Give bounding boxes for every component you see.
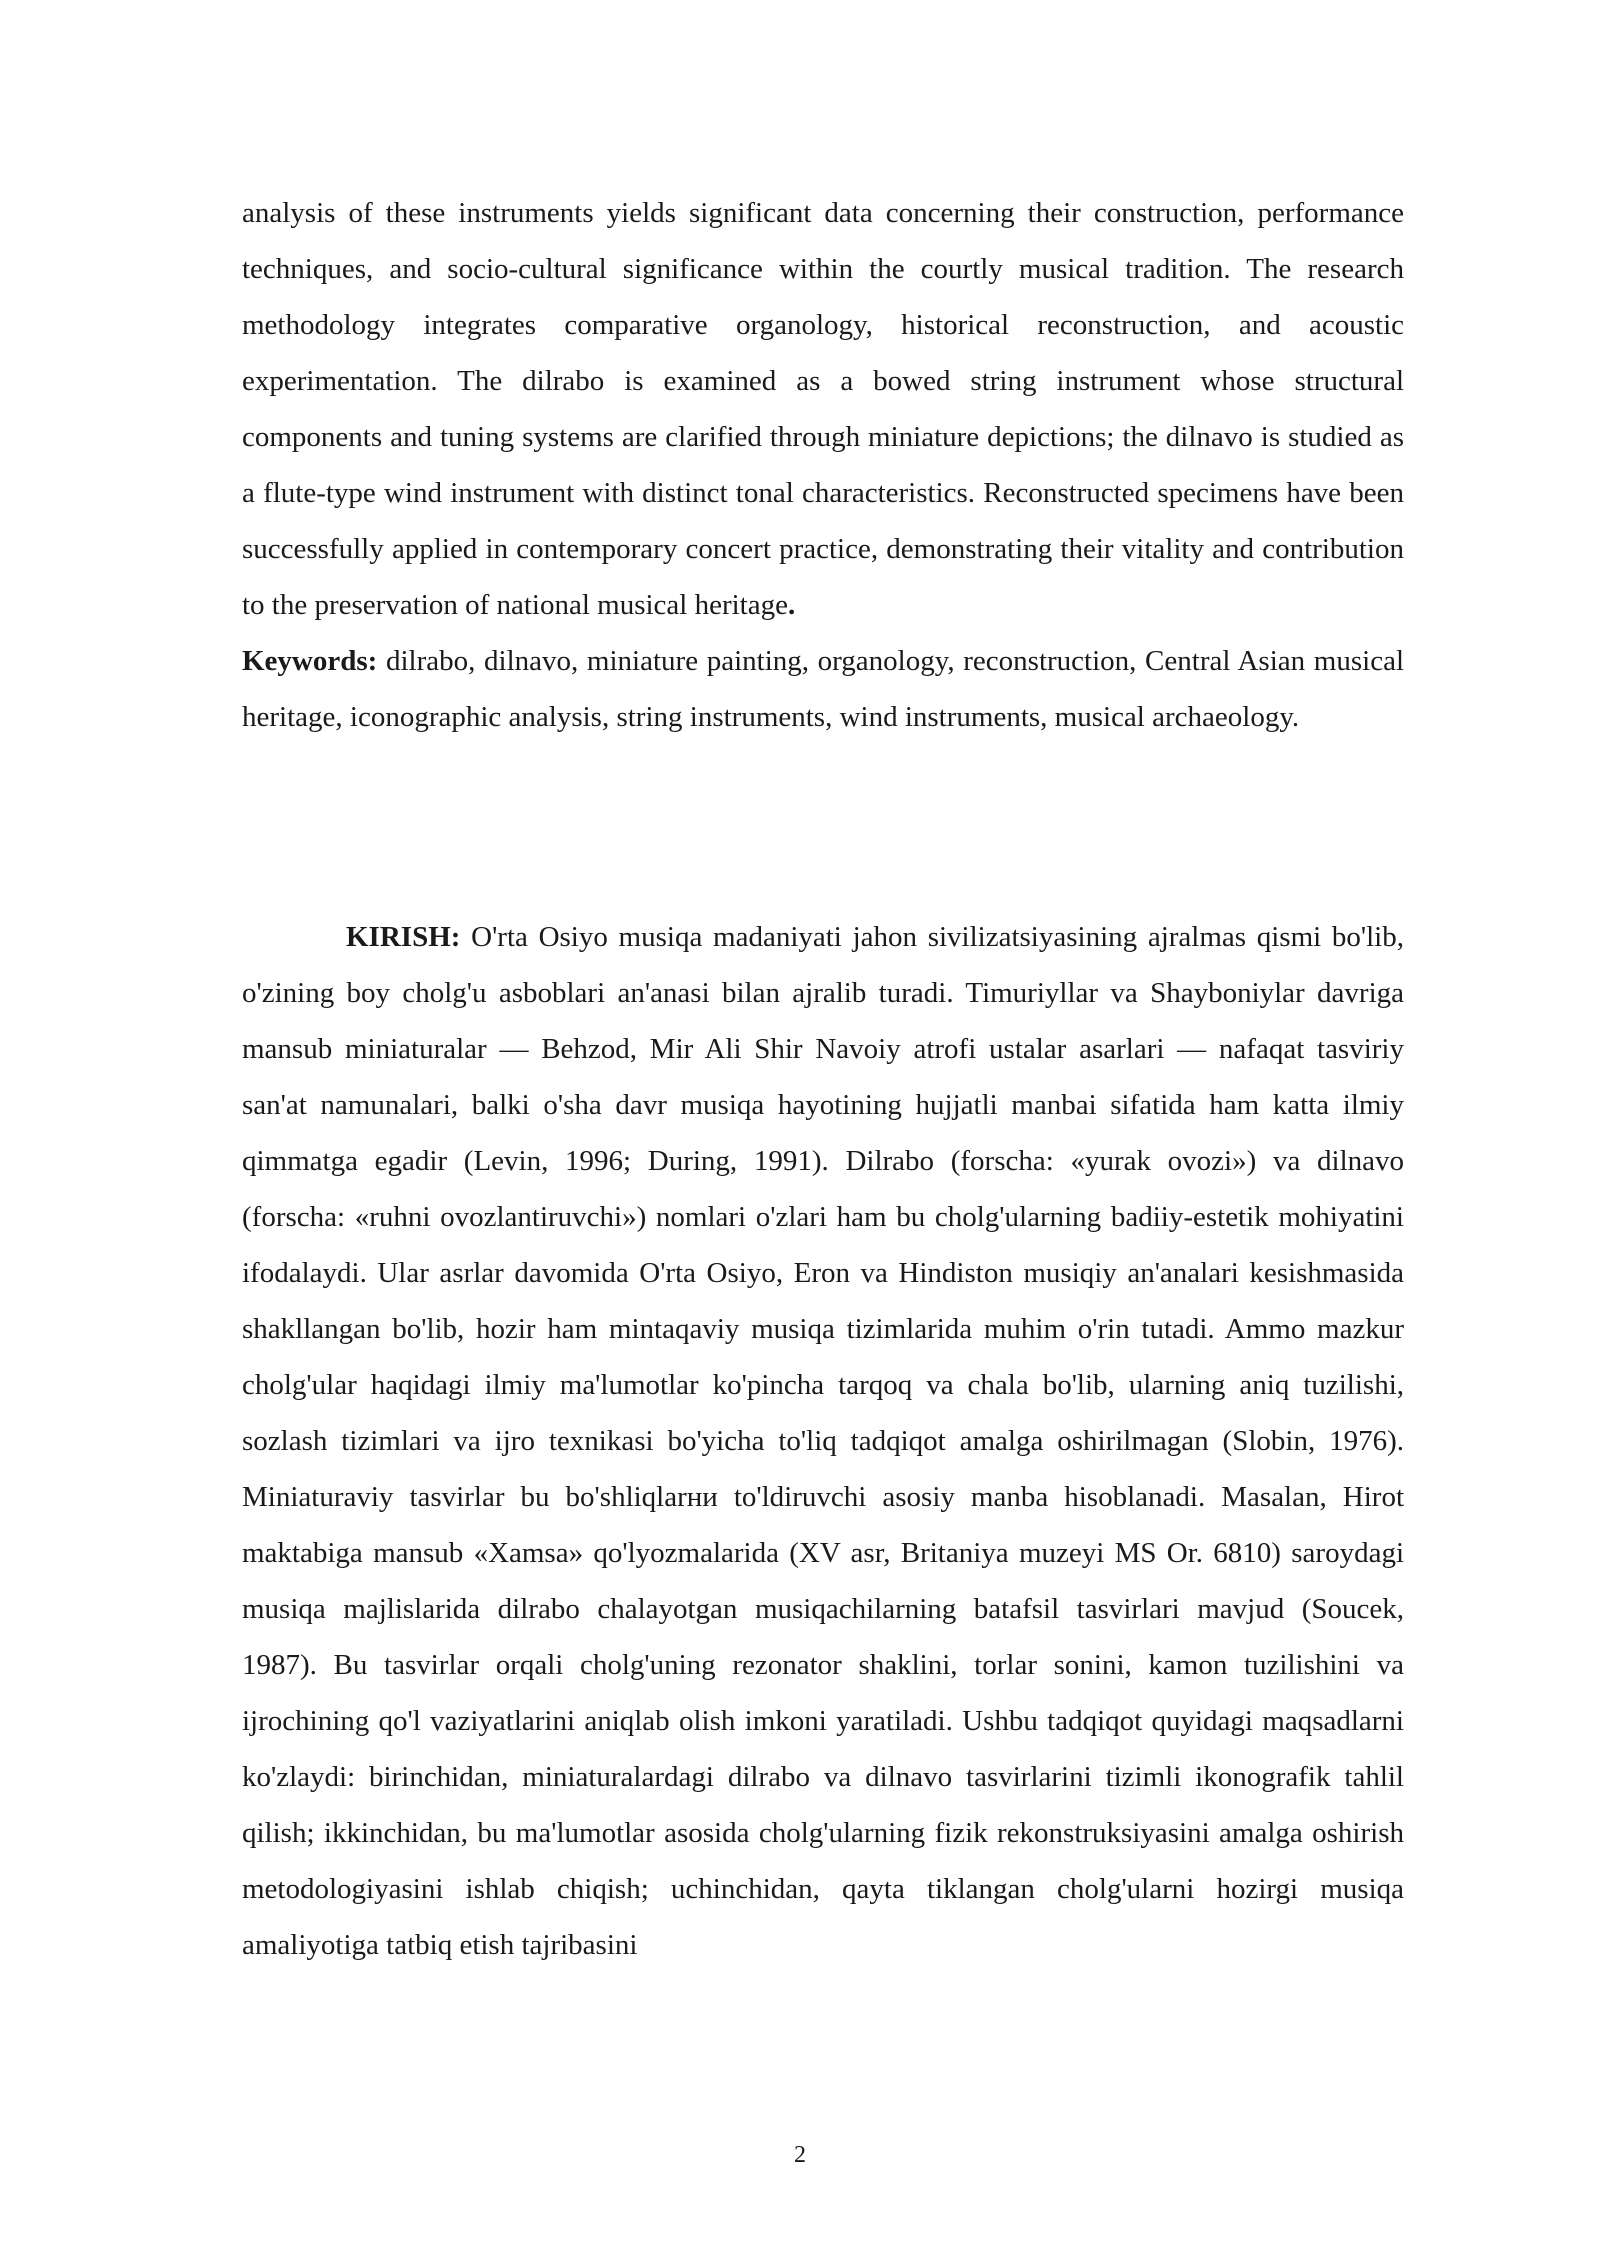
intro-text: O'rta Osiyo musiqa madaniyati jahon sivilizatsiyasining ajralmas qismi bo'lib, o'zining boy cholg'u asboblari an'anasi bilan ajralib turadi. Timuriyllar va Shayboniylar davriga mansub miniaturalar — Behzod, Mir Ali Shir Navoiy atrofi ustalar asarlari — nafaqat tasviriy san'at namunalari, balki o'sha davr musiqa hayotining hujjatli manbai sifatida ham katta ilmiy qimmatga egadir (Levin, 1996; During, 1991). Dilrabo (forscha: «yurak ovozi») va dilnavo (forscha: «ruhni ovozlantiruvchi») nomlari o'zlari ham bu cholg'ularning badiiy-estetik mohiyatini ifodalaydi. Ular asrlar davomida O'rta Osiyo, Eron va Hindiston musiqiy an'analari kesishmasida shakllangan bo'lib, hozir ham mintaqaviy musiqa tizimlarida muhim o'rin tutadi. Ammo mazkur cholg'ular haqidagi ilmiy ma'lumotlar ko'pincha tarqoq va chala bo'lib, ularning aniq tuzilishi, sozlash tizimlari va ijro texnikasi bo'yicha to'liq tadqiqot amalga oshirilmagan (Slobin, 1976). Miniaturaviy tasvirlar bu bo'shliqlarни to'ldiruvchi asosiy manba hisoblanadi. Masalan, Hirot maktabiga mansub «Xamsa» qo'lyozmalarida (XV asr, Britaniya muzeyi MS Or. 6810) saroydagi musiqa majlislarida dilrabo chalayotgan musiqachilarning batafsil tasvirlari mavjud (Soucek, 1987). Bu tasvirlar orqali cholg'uning rezonator shaklini, torlar sonini, kamon tuzilishini va ijrochining qo'l vaziyatlarini aniqlab olish imkoni yaratiladi. Ushbu tadqiqot quyidagi maqsadlarni ko'zlaydi: birinchidan, miniaturalardagi dilrabo va dilnavo tasvirlarini tizimli ikonografik tahlil qilish; ikkinchidan, bu ma'lumotlar asosida cholg'ularning fizik rekonstruksiyasini amalga oshirish metodologiyasini ishlab chiqish; uchinchidan, qayta tiklangan cholg'ularni hozirgi musiqa amaliyotiga tatbiq etish tajribasini xyxy=(242,921,1404,1961)
abstract-section xyxy=(242,185,1404,745)
page-number: 2 xyxy=(794,2142,806,2168)
keywords-label: Keywords: xyxy=(242,645,378,677)
abstract-end-period: . xyxy=(787,589,796,621)
keywords-text: dilrabo, dilnavo, miniature painting, organology, reconstruction, Central Asian musical heritage, iconographic analysis, string instruments, wind instruments, musical archaeology. xyxy=(242,645,1404,733)
keywords-paragraph xyxy=(242,633,1404,745)
abstract-paragraph xyxy=(242,185,1404,633)
intro-heading: KIRISH: xyxy=(346,921,461,953)
introduction-section xyxy=(242,909,1404,1973)
intro-paragraph xyxy=(242,909,1404,1973)
abstract-text: analysis of these instruments yields significant data concerning their construction, performance techniques, and socio-cultural significance within the courtly musical tradition. The research methodology integrates comparative organology, historical reconstruction, and acoustic experimentation. The dilrabo is examined as a bowed string instrument whose structural components and tuning systems are clarified through miniature depictions; the dilnavo is studied as a flute-type wind instrument with distinct tonal characteristics. Reconstructed specimens have been successfully applied in contemporary concert practice, demonstrating their vitality and contribution to the preservation of national musical heritage xyxy=(242,197,1404,621)
